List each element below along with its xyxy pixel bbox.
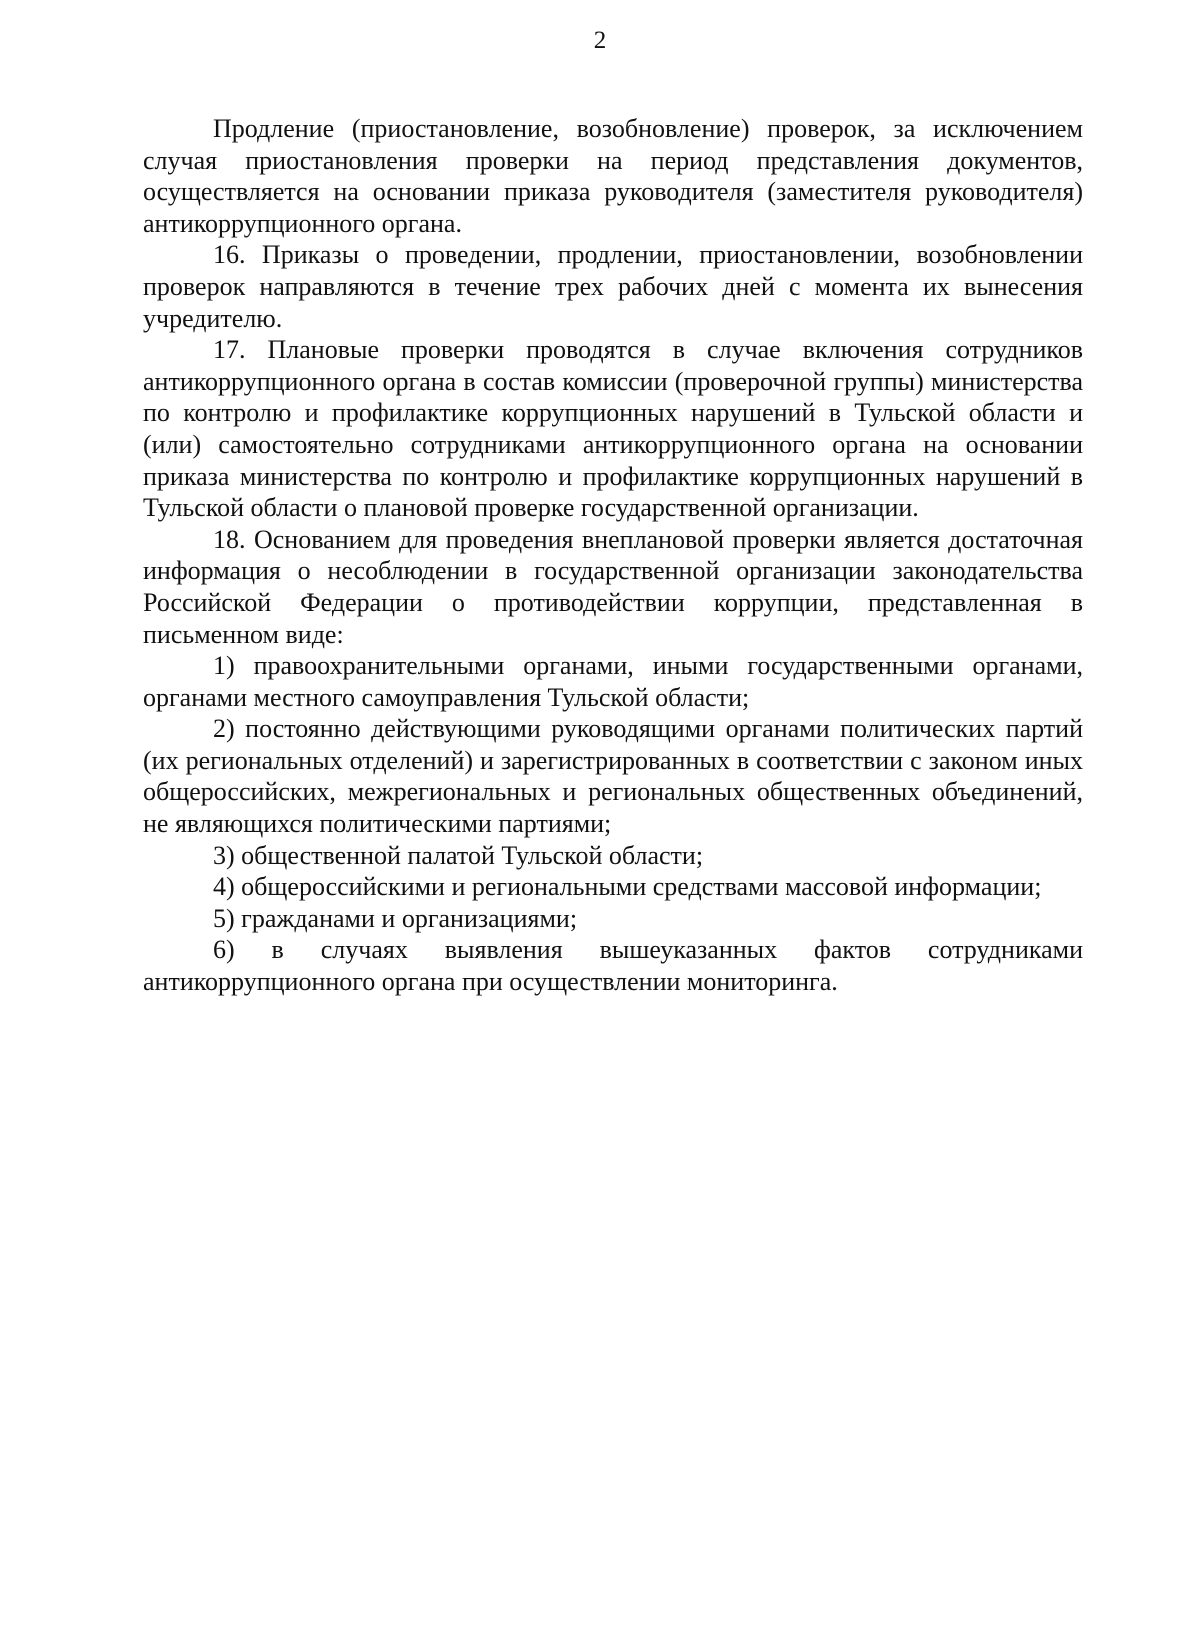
list-item-5: 5) гражданами и организациями;: [213, 903, 578, 933]
page-number: 2: [593, 27, 607, 54]
paragraph-17: 17. Плановые проверки проводятся в случае включения сотрудников антикоррупционного органа в состав комиссии (проверочной группы) министерства по контролю и профилактике коррупционных нарушений в Тульской области и (или) самостоятельно сотрудниками антикоррупционного органа на основании приказа министерства по контролю и профилактике коррупционных нарушений в Тульской области о плановой проверке государственной организации.: [143, 335, 1083, 523]
list-item-6: 6) в случаях выявления вышеуказанных фактов сотрудниками антикоррупционного органа при осуществлении мониторинга.: [143, 935, 1083, 997]
list-item-4: 4) общероссийскими и региональными средствами массовой информации;: [213, 872, 1042, 902]
list-item-1: 1) правоохранительными органами, иными государственными органами, органами местного самоуправления Тульской области;: [143, 651, 1083, 712]
document-body: [143, 113, 1083, 998]
list-item-3: 3) общественной палатой Тульской области;: [213, 840, 704, 870]
list-item-2: 2) постоянно действующими руководящими органами политических партий (их региональных отделений) и зарегистрированных в соответствии с законом иных общероссийских, межрегиональных и региональных общественных объединений, не являющихся политическими партиями;: [143, 714, 1083, 839]
paragraph-16: 16. Приказы о проведении, продлении, приостановлении, возобновлении проверок направляются в течение трех рабочих дней с момента их вынесения учредителю.: [143, 240, 1083, 333]
paragraph-18: 18. Основанием для проведения внеплановой проверки является достаточная информация о несоблюдении в государственной организации законодательства Российской Федерации о противодействии коррупции, представленная в письменном виде:: [143, 524, 1083, 649]
paragraph-extension-of-checks: Продление (приостановление, возобновление) проверок, за исключением случая приостановления проверки на период представления документов, осуществляется на основании приказа руководителя (заместителя руководителя) антикоррупционного органа.: [143, 114, 1083, 238]
